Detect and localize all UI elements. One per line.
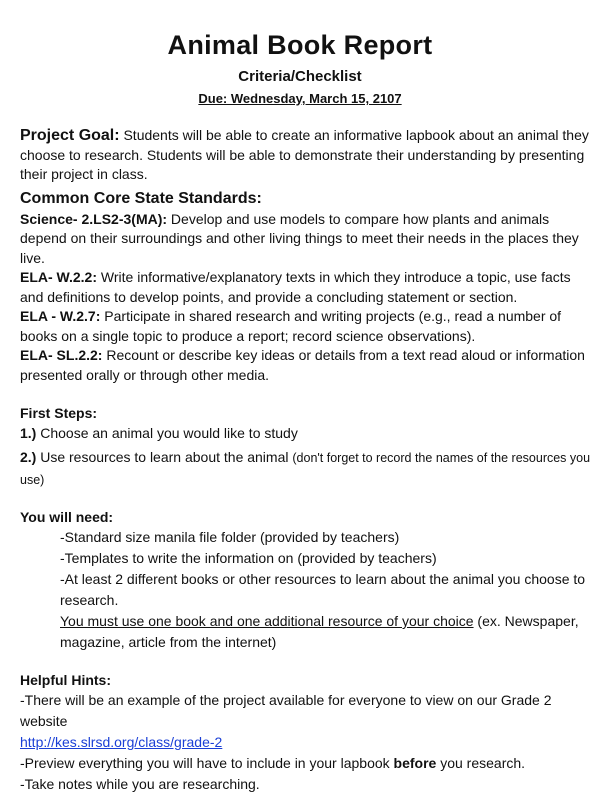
hint-emphasis: before — [393, 755, 437, 771]
hint-text: -Preview everything you will have to include in your lapbook — [20, 755, 394, 771]
need-item: -Templates to write the information on (provided by teachers) — [60, 550, 437, 566]
document-body — [20, 126, 596, 795]
standard-item — [20, 268, 596, 307]
hint-text: you research. — [436, 755, 526, 771]
must-use-rest: (ex. Newspaper, magazine, article from the internet) — [60, 613, 579, 650]
step-text: Use resources to learn about the animal — [36, 449, 293, 465]
standard-text: Develop and use models to compare how plants and animals depend on their surroundings and other living things to meet their needs in the places they live. — [20, 210, 579, 266]
step-number: 2.) — [20, 449, 37, 465]
standard-code: Science- 2.LS2-3(MA): — [20, 210, 168, 227]
standard-item — [20, 307, 596, 346]
need-item: -At least 2 different books or other resources to learn about the animal you choose to research. — [60, 571, 586, 608]
you-will-need-heading: You will need: — [20, 509, 114, 525]
project-goal-text: Students will be able to create an informative lapbook about an animal they choose to research. Students will be able to demonstrate their understanding by presenting their project in class. — [20, 127, 589, 182]
step-text: Choose an animal you would like to study — [36, 425, 298, 441]
step-item — [20, 447, 596, 491]
hint-line — [20, 753, 596, 774]
must-use-underlined: You must use one book and one additional resource of your choice — [60, 613, 474, 629]
document-subtitle: Criteria/Checklist — [238, 68, 362, 85]
standard-code: ELA - W.2.7: — [20, 308, 101, 324]
grade-2-website-link[interactable]: http://kes.slrsd.org/class/grade-2 — [20, 734, 223, 750]
standard-code: ELA- SL.2.2: — [20, 347, 103, 363]
document-title: Animal Book Report — [167, 30, 433, 60]
due-date: Due: Wednesday, March 15, 2107 — [198, 91, 402, 106]
step-number: 1.) — [20, 425, 37, 441]
standard-text: Participate in shared research and writing projects (e.g., read a number of books on a single topic to produce a report; record science observations). — [20, 308, 562, 344]
standard-item — [20, 210, 596, 269]
must-use-note — [20, 611, 596, 653]
step-note: (don't forget to record the names of the resources you use) — [20, 451, 591, 487]
standard-text: Recount or describe key ideas or details from a text read aloud or information presented orally or through other media. — [20, 347, 585, 383]
project-goal-label: Project Goal: — [20, 127, 120, 144]
standards-heading: Common Core State Standards: — [20, 189, 262, 207]
standard-item — [20, 346, 596, 385]
project-goal — [20, 126, 596, 185]
standard-text: Write informative/explanatory texts in which they introduce a topic, use facts and definitions to develop points, and provide a concluding statement or section. — [20, 269, 571, 305]
helpful-hints-heading: Helpful Hints: — [20, 672, 111, 688]
hint-line: -Take notes while you are researching. — [20, 776, 260, 792]
standard-code: ELA- W.2.2: — [20, 269, 98, 285]
first-steps-heading: First Steps: — [20, 405, 98, 421]
need-item: -Standard size manila file folder (provided by teachers) — [60, 529, 400, 545]
hint-line: -There will be an example of the project available for everyone to view on our Grade 2 website — [20, 692, 552, 729]
hint-link-line — [20, 732, 596, 753]
step-item — [20, 423, 596, 444]
